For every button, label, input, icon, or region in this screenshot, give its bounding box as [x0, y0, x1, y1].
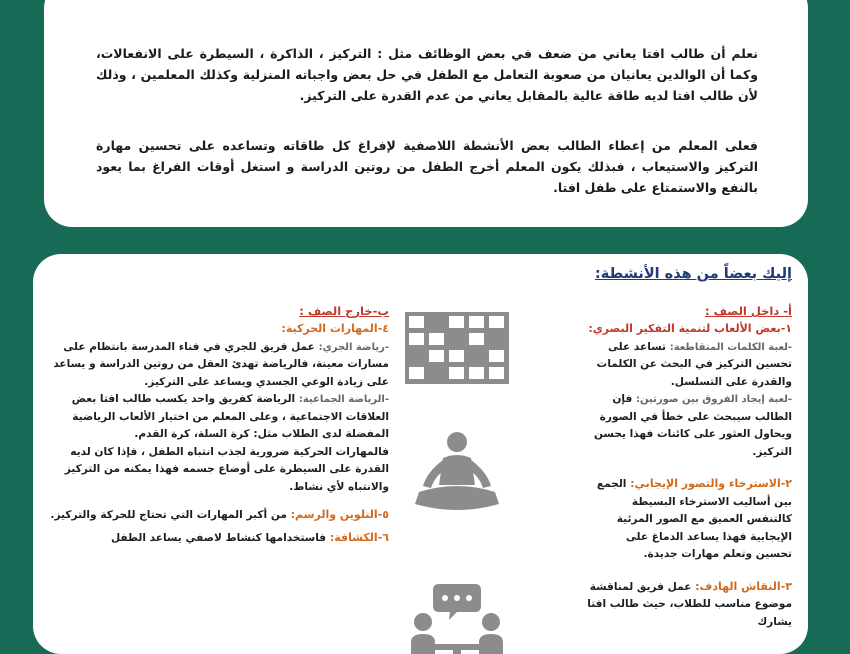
outside-class-heading: ب-خارج الصف :	[299, 304, 389, 318]
item-relaxation-title: ٢-الاسترخاء والتصور الإيجابي:	[630, 477, 792, 490]
outside-class-column	[49, 304, 389, 551]
intro-paragraph-2: فعلى المعلم من إعطاء الطالب بعض الأنشطة اللاصفية لإفراغ كل طاقاته وتساعده على تحسين مهارة التركيز والاستيعاب ، فبذلك يكون المعلم أخرج الطفل من روتين الدراسة و استغل أوقات الفراغ بما يعود بالنفع والاستمتاع على طفل افتا.	[96, 137, 758, 195]
item-relaxation-text: الجمع بين أساليب الاسترخاء البسيطة كالتنفس العميق مع الصور المرئية الإيجابية فهذا يساعد الدماغ على تحسين وتعلم مهارات جديدة.	[596, 478, 792, 560]
meditation-icon	[405, 430, 509, 522]
item-motor-skills-title: ٤-المهارات الحركية:	[281, 322, 389, 335]
spot-difference-text: فإن الطالب سيبحث على خطأ في الصورة ويحاول العثور على كائنات فهذا يحسن التركيز.	[594, 393, 792, 458]
activities-card	[33, 254, 808, 654]
spot-difference-label: -لعبة إيجاد الفروق بين صورتين:	[635, 394, 792, 405]
team-sports-text: الرياضة كفريق واحد يكسب طالب افتا بعض العلاقات الاجتماعية ، وعلى المعلم من اختيار الألعاب الرياضية المفضلة لدى الطلاب مثل: كرة السلة، كرة القدم.	[71, 393, 389, 440]
inside-class-heading: أ- داخل الصف :	[704, 304, 792, 318]
item-scouting	[49, 529, 389, 548]
discussion-icon	[405, 582, 509, 654]
running-text: عمل فريق للجري في فناء المدرسة بانتظام على مسارات معينة، فالرياضة تهدئ العقل من روتين الدراسة و يساعد على زيادة الوعي الجسدي ويساعد على التركيز.	[53, 340, 389, 388]
running-label: -رياضة الجري:	[318, 341, 389, 353]
item-scouting-title: ٦-الكشافة:	[329, 530, 389, 544]
item-visual-games	[587, 320, 792, 461]
item-coloring-title: ٥-التلوين والرسم:	[290, 508, 389, 521]
icons-column	[405, 312, 515, 642]
intro-paragraph-1: نعلم أن طالب افتا يعاني من ضعف في بعض الوظائف مثل : التركيز ، الذاكرة ، السيطرة على الانفعالات، وكما أن الوالدين يعانيان من صعوبة التعامل مع الطفل في حل بعض واجباته المنزلية وكذلك المعلمين ، وذلك لأن طالب افتا لديه طاقة عالية بالمقابل يعاني من عدم القدرة على التركيز.	[96, 45, 758, 103]
item-visual-games-title: ١-بعض الألعاب لتنمية التفكير البصري:	[588, 322, 792, 335]
item-discussion-text: عمل فريق لمناقشة موضوع مناسب للطلاب، حيث طالب افتا يشارك	[587, 580, 792, 628]
item-motor-skills	[49, 320, 389, 496]
inside-class-column	[587, 304, 792, 635]
team-sports-label: -الرياضة الجماعية:	[298, 394, 389, 405]
item-discussion	[587, 578, 792, 632]
crossword-label: -لعبة الكلمات المتقاطعة:	[669, 341, 792, 353]
crossword-icon	[405, 312, 509, 384]
item-scouting-text: فاستخدامها كنشاط لاصفي يساعد الطفل	[110, 531, 327, 544]
item-coloring	[49, 506, 389, 525]
crossword-text: تساعد على تحسين التركيز في البحث عن الكلمات والقدرة على التسلسل.	[596, 340, 792, 388]
activities-title: إليك بعضاً من هذه الأنشطة:	[594, 266, 792, 282]
motor-skills-note: فالمهارات الحركية ضرورية لجذب انتباه الطفل ، فإذا كان لديه القدرة على السيطرة على أوضاع جسمه فهذا يمكنه من التركيز والانتباه لأي نشاط.	[64, 445, 389, 493]
item-discussion-title: ٣-النقاش الهادف:	[695, 579, 792, 593]
intro-card	[44, 0, 808, 227]
item-coloring-text: من أكبر المهارات التي تحتاج للحركة والتركيز.	[50, 509, 287, 521]
item-relaxation	[587, 475, 792, 564]
